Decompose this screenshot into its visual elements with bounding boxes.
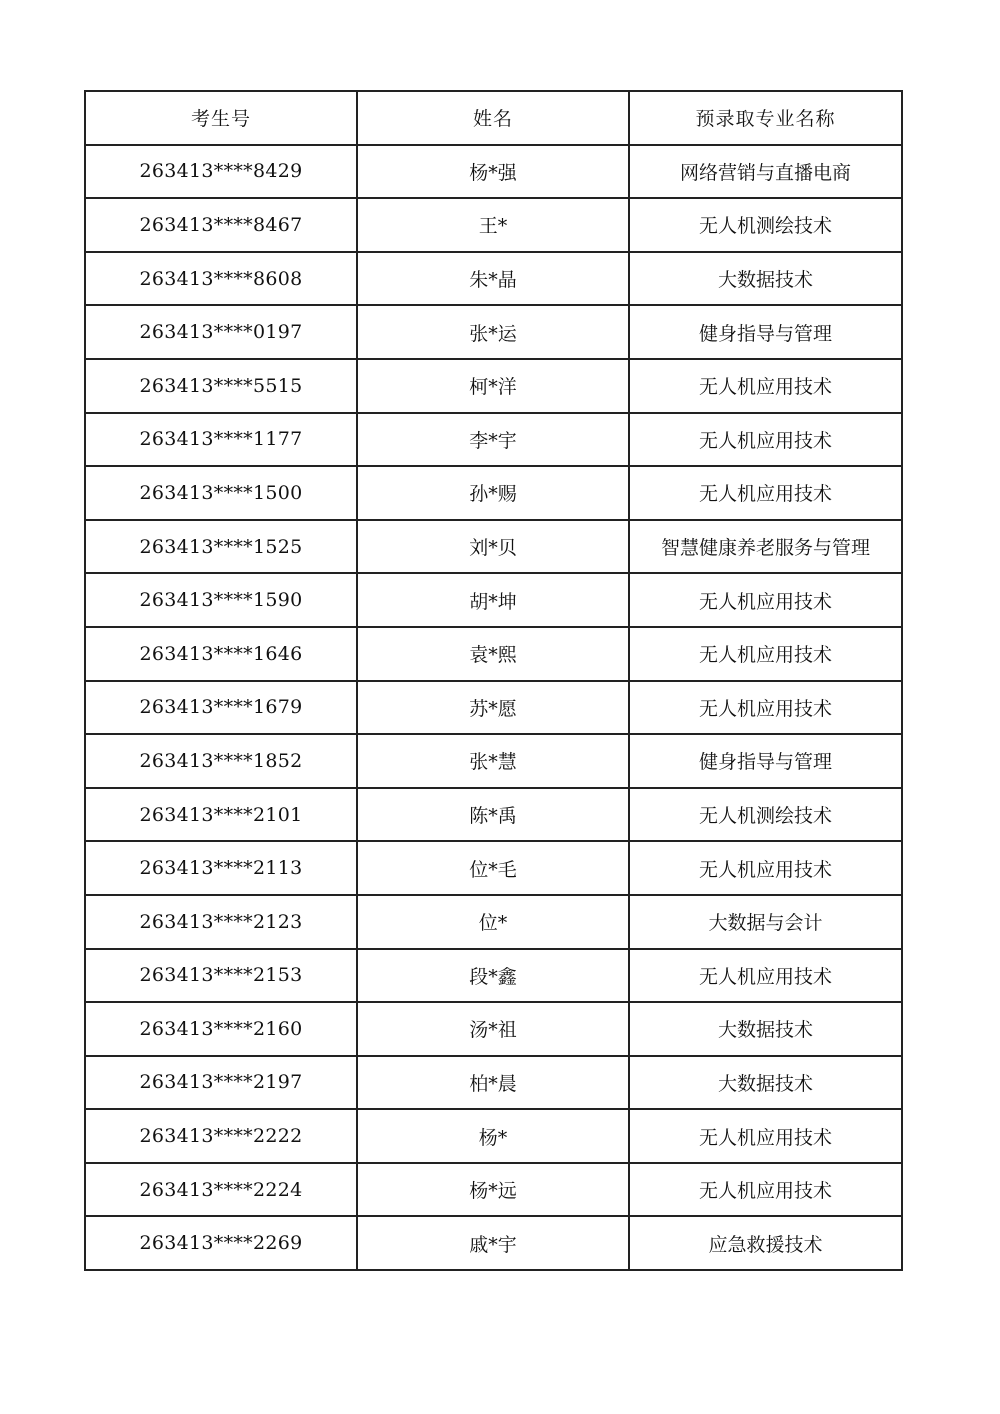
cell-major: 应急救援技术 xyxy=(629,1216,902,1270)
table-row xyxy=(85,198,902,252)
header-row xyxy=(85,91,902,145)
cell-name: 孙*赐 xyxy=(357,466,629,520)
cell-name: 袁*熙 xyxy=(357,627,629,681)
cell-major: 大数据技术 xyxy=(629,1056,902,1110)
table-row xyxy=(85,305,902,359)
header-name: 姓名 xyxy=(357,91,629,145)
cell-name: 李*宇 xyxy=(357,413,629,467)
table-row xyxy=(85,681,902,735)
cell-exam-id: 263413****1525 xyxy=(85,520,357,574)
cell-major: 无人机应用技术 xyxy=(629,1109,902,1163)
table-row xyxy=(85,145,902,199)
cell-exam-id: 263413****2160 xyxy=(85,1002,357,1056)
cell-exam-id: 263413****8467 xyxy=(85,198,357,252)
cell-name: 陈*禹 xyxy=(357,788,629,842)
cell-major: 大数据与会计 xyxy=(629,895,902,949)
cell-major: 无人机应用技术 xyxy=(629,359,902,413)
cell-exam-id: 263413****2101 xyxy=(85,788,357,842)
cell-exam-id: 263413****1500 xyxy=(85,466,357,520)
cell-major: 大数据技术 xyxy=(629,1002,902,1056)
table-row xyxy=(85,627,902,681)
cell-name: 杨*强 xyxy=(357,145,629,199)
table-body xyxy=(85,145,902,1270)
cell-name: 刘*贝 xyxy=(357,520,629,574)
cell-name: 朱*晶 xyxy=(357,252,629,306)
table-header xyxy=(85,91,902,145)
cell-name: 位* xyxy=(357,895,629,949)
table-row xyxy=(85,1216,902,1270)
cell-exam-id: 263413****8429 xyxy=(85,145,357,199)
cell-name: 柏*晨 xyxy=(357,1056,629,1110)
table-row xyxy=(85,788,902,842)
cell-major: 无人机应用技术 xyxy=(629,627,902,681)
cell-major: 无人机应用技术 xyxy=(629,573,902,627)
table-row xyxy=(85,1109,902,1163)
cell-name: 张*运 xyxy=(357,305,629,359)
cell-major: 无人机应用技术 xyxy=(629,681,902,735)
cell-major: 健身指导与管理 xyxy=(629,734,902,788)
table-row xyxy=(85,1163,902,1217)
table-row xyxy=(85,841,902,895)
cell-name: 胡*坤 xyxy=(357,573,629,627)
cell-exam-id: 263413****1590 xyxy=(85,573,357,627)
cell-exam-id: 263413****2123 xyxy=(85,895,357,949)
cell-exam-id: 263413****2269 xyxy=(85,1216,357,1270)
table-row xyxy=(85,466,902,520)
cell-exam-id: 263413****1177 xyxy=(85,413,357,467)
cell-name: 苏*愿 xyxy=(357,681,629,735)
cell-exam-id: 263413****2153 xyxy=(85,949,357,1003)
cell-major: 无人机应用技术 xyxy=(629,466,902,520)
cell-name: 戚*宇 xyxy=(357,1216,629,1270)
cell-name: 位*毛 xyxy=(357,841,629,895)
admission-table xyxy=(84,90,903,1271)
cell-major: 无人机应用技术 xyxy=(629,1163,902,1217)
table-row xyxy=(85,1056,902,1110)
cell-exam-id: 263413****1679 xyxy=(85,681,357,735)
cell-major: 无人机测绘技术 xyxy=(629,788,902,842)
cell-major: 网络营销与直播电商 xyxy=(629,145,902,199)
cell-exam-id: 263413****2113 xyxy=(85,841,357,895)
cell-name: 汤*祖 xyxy=(357,1002,629,1056)
cell-name: 段*鑫 xyxy=(357,949,629,1003)
cell-major: 无人机应用技术 xyxy=(629,949,902,1003)
cell-major: 大数据技术 xyxy=(629,252,902,306)
cell-name: 杨* xyxy=(357,1109,629,1163)
header-exam-id: 考生号 xyxy=(85,91,357,145)
table-row xyxy=(85,252,902,306)
cell-name: 柯*洋 xyxy=(357,359,629,413)
cell-major: 健身指导与管理 xyxy=(629,305,902,359)
cell-exam-id: 263413****8608 xyxy=(85,252,357,306)
cell-exam-id: 263413****1646 xyxy=(85,627,357,681)
table-row xyxy=(85,573,902,627)
table-row xyxy=(85,949,902,1003)
cell-major: 无人机测绘技术 xyxy=(629,198,902,252)
cell-exam-id: 263413****1852 xyxy=(85,734,357,788)
cell-exam-id: 263413****2222 xyxy=(85,1109,357,1163)
table-row xyxy=(85,359,902,413)
table-row xyxy=(85,413,902,467)
cell-exam-id: 263413****5515 xyxy=(85,359,357,413)
cell-major: 无人机应用技术 xyxy=(629,413,902,467)
cell-name: 杨*远 xyxy=(357,1163,629,1217)
table-row xyxy=(85,1002,902,1056)
cell-exam-id: 263413****2224 xyxy=(85,1163,357,1217)
table-row xyxy=(85,734,902,788)
cell-name: 张*慧 xyxy=(357,734,629,788)
cell-exam-id: 263413****0197 xyxy=(85,305,357,359)
cell-exam-id: 263413****2197 xyxy=(85,1056,357,1110)
cell-major: 无人机应用技术 xyxy=(629,841,902,895)
cell-name: 王* xyxy=(357,198,629,252)
header-major: 预录取专业名称 xyxy=(629,91,902,145)
table-row xyxy=(85,895,902,949)
cell-major: 智慧健康养老服务与管理 xyxy=(629,520,902,574)
table-row xyxy=(85,520,902,574)
